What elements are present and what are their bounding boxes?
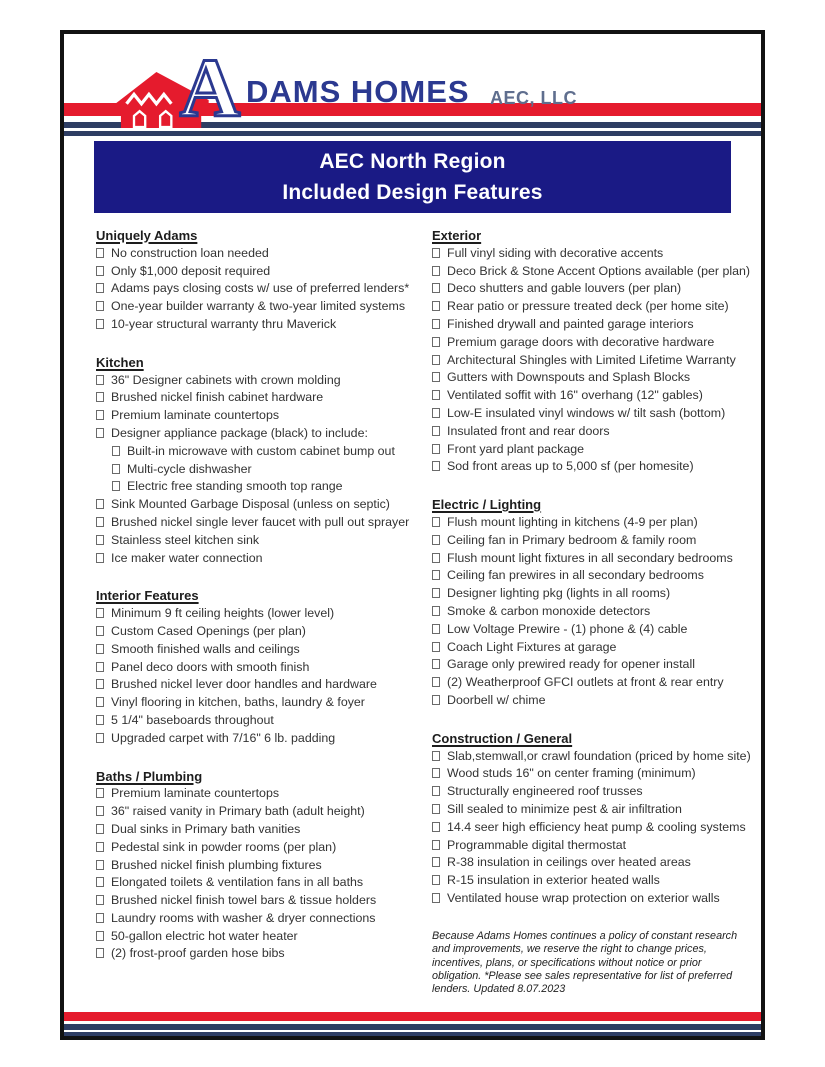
checkbox-icon bbox=[96, 248, 104, 258]
checkbox-icon bbox=[96, 860, 104, 870]
feature-item-label: 50-gallon electric hot water heater bbox=[111, 928, 298, 943]
feature-item-label: Minimum 9 ft ceiling heights (lower level) bbox=[111, 606, 335, 621]
column-right-sections bbox=[432, 227, 757, 908]
brand-name: DAMS HOMES bbox=[246, 74, 470, 109]
banner-line-2: Included Design Features bbox=[282, 181, 543, 204]
feature-item-label: Gutters with Downspouts and Splash Blocks bbox=[447, 370, 691, 385]
footer-stripe-red bbox=[64, 1012, 761, 1021]
feature-item bbox=[432, 765, 757, 783]
checkbox-icon bbox=[96, 428, 104, 438]
feature-item-label: Deco Brick & Stone Accent Options available (per plan) bbox=[447, 263, 751, 278]
feature-item bbox=[432, 837, 757, 855]
checkbox-icon bbox=[96, 824, 104, 834]
checkbox-icon bbox=[96, 517, 104, 527]
feature-item bbox=[96, 874, 432, 892]
feature-item-label: Brushed nickel finish cabinet hardware bbox=[111, 390, 324, 405]
feature-item-label: (2) Weatherproof GFCI outlets at front & rear entry bbox=[447, 675, 724, 690]
feature-item-label: Brushed nickel finish plumbing fixtures bbox=[111, 857, 322, 872]
feature-item-label: Sod front areas up to 5,000 sf (per homesite) bbox=[447, 459, 694, 474]
feature-item-label: Ice maker water connection bbox=[111, 550, 263, 565]
column-left bbox=[96, 227, 432, 997]
section-title: Uniquely Adams bbox=[96, 228, 198, 243]
checkbox-icon bbox=[432, 266, 440, 276]
checkbox-icon bbox=[432, 355, 440, 365]
checkbox-icon bbox=[432, 372, 440, 382]
checkbox-icon bbox=[96, 535, 104, 545]
feature-item-label: Architectural Shingles with Limited Lifetime Warranty bbox=[447, 352, 736, 367]
feature-item-label: Rear patio or pressure treated deck (per home site) bbox=[447, 299, 729, 314]
checkbox-icon bbox=[96, 806, 104, 816]
feature-item bbox=[96, 478, 432, 496]
feature-section bbox=[96, 227, 432, 334]
feature-item bbox=[96, 857, 432, 875]
checkbox-icon bbox=[432, 517, 440, 527]
checkbox-icon bbox=[112, 464, 120, 474]
feature-item bbox=[96, 245, 432, 263]
checkbox-icon bbox=[96, 553, 104, 563]
feature-item bbox=[432, 783, 757, 801]
feature-item-label: 36" Designer cabinets with crown molding bbox=[111, 372, 341, 387]
checkbox-icon bbox=[96, 644, 104, 654]
checkbox-icon bbox=[96, 679, 104, 689]
checkbox-icon bbox=[96, 715, 104, 725]
header bbox=[64, 34, 761, 136]
feature-item bbox=[96, 694, 432, 712]
feature-item bbox=[432, 280, 757, 298]
feature-section bbox=[432, 730, 757, 908]
feature-item bbox=[432, 532, 757, 550]
feature-item bbox=[96, 443, 432, 461]
checkbox-icon bbox=[96, 266, 104, 276]
feature-item bbox=[96, 605, 432, 623]
checkbox-icon bbox=[96, 877, 104, 887]
feature-item bbox=[432, 567, 757, 585]
feature-item-label: Stainless steel kitchen sink bbox=[111, 532, 260, 547]
feature-item bbox=[96, 496, 432, 514]
brand-letter-a bbox=[172, 54, 248, 122]
feature-item bbox=[432, 514, 757, 532]
feature-item-label: Ventilated soffit with 16" overhang (12" gables) bbox=[447, 388, 703, 403]
checkbox-icon bbox=[432, 786, 440, 796]
feature-item-label: Insulated front and rear doors bbox=[447, 423, 610, 438]
feature-item bbox=[432, 387, 757, 405]
checkbox-icon bbox=[96, 913, 104, 923]
feature-item-label: Ceiling fan prewires in all secondary bedrooms bbox=[447, 568, 704, 583]
feature-item-label: Slab,stemwall,or crawl foundation (priced by home site) bbox=[447, 748, 751, 763]
feature-item bbox=[432, 550, 757, 568]
checkbox-icon bbox=[96, 608, 104, 618]
feature-item-label: No construction loan needed bbox=[111, 245, 269, 260]
checkbox-icon bbox=[96, 410, 104, 420]
feature-item bbox=[432, 263, 757, 281]
feature-item-label: Electric free standing smooth top range bbox=[127, 479, 343, 494]
checkbox-icon bbox=[96, 931, 104, 941]
feature-item bbox=[96, 803, 432, 821]
checkbox-icon bbox=[432, 804, 440, 814]
feature-item bbox=[96, 910, 432, 928]
checkbox-icon bbox=[96, 733, 104, 743]
checkbox-icon bbox=[432, 642, 440, 652]
feature-item-label: Sink Mounted Garbage Disposal (unless on septic) bbox=[111, 497, 390, 512]
checkbox-icon bbox=[96, 375, 104, 385]
feature-item bbox=[432, 423, 757, 441]
checkbox-icon bbox=[432, 751, 440, 761]
feature-item-label: Programmable digital thermostat bbox=[447, 837, 627, 852]
feature-item bbox=[432, 369, 757, 387]
feature-item bbox=[432, 639, 757, 657]
feature-item bbox=[96, 730, 432, 748]
feature-section bbox=[96, 768, 432, 964]
feature-item-label: Brushed nickel lever door handles and hardware bbox=[111, 677, 377, 692]
feature-item-label: Pedestal sink in powder rooms (per plan) bbox=[111, 839, 337, 854]
checkbox-icon bbox=[96, 392, 104, 402]
feature-item bbox=[96, 389, 432, 407]
feature-item bbox=[96, 514, 432, 532]
feature-item-label: Flush mount light fixtures in all secondary bedrooms bbox=[447, 550, 733, 565]
feature-item-label: Premium laminate countertops bbox=[111, 408, 280, 423]
feature-item bbox=[96, 945, 432, 963]
feature-item bbox=[432, 316, 757, 334]
feature-item bbox=[432, 656, 757, 674]
feature-item bbox=[96, 298, 432, 316]
feature-item-label: Ceiling fan in Primary bedroom & family room bbox=[447, 532, 697, 547]
feature-item-label: Designer appliance package (black) to include: bbox=[111, 425, 368, 440]
checkbox-icon bbox=[432, 768, 440, 778]
feature-item-label: Brushed nickel finish towel bars & tissue holders bbox=[111, 893, 377, 908]
feature-item bbox=[432, 692, 757, 710]
feature-item-label: Wood studs 16" on center framing (minimum) bbox=[447, 766, 696, 781]
feature-item bbox=[96, 839, 432, 857]
section-title: Baths / Plumbing bbox=[96, 768, 203, 784]
feature-item-label: Finished drywall and painted garage interiors bbox=[447, 316, 694, 331]
checkbox-icon bbox=[96, 697, 104, 707]
feature-item-label: Designer lighting pkg (lights in all rooms) bbox=[447, 586, 671, 601]
feature-item bbox=[432, 334, 757, 352]
footer-stripe-blue-2 bbox=[64, 1032, 761, 1036]
feature-item bbox=[432, 748, 757, 766]
feature-section bbox=[96, 587, 432, 747]
feature-item bbox=[96, 280, 432, 298]
content-columns bbox=[64, 213, 761, 997]
banner-line-1: AEC North Region bbox=[319, 150, 506, 173]
feature-item bbox=[96, 659, 432, 677]
feature-item bbox=[96, 263, 432, 281]
feature-item bbox=[432, 872, 757, 890]
checkbox-icon bbox=[432, 535, 440, 545]
checkbox-icon bbox=[432, 301, 440, 311]
checkbox-icon bbox=[432, 390, 440, 400]
feature-item bbox=[96, 641, 432, 659]
checkbox-icon bbox=[432, 822, 440, 832]
feature-item-label: R-15 insulation in exterior heated walls bbox=[447, 873, 660, 888]
feature-item-label: 10-year structural warranty thru Maverick bbox=[111, 316, 337, 331]
feature-item bbox=[432, 890, 757, 908]
feature-item-label: Laundry rooms with washer & dryer connections bbox=[111, 910, 376, 925]
checkbox-icon bbox=[432, 248, 440, 258]
feature-item-label: Custom Cased Openings (per plan) bbox=[111, 623, 306, 638]
feature-item bbox=[96, 532, 432, 550]
feature-item bbox=[96, 676, 432, 694]
feature-item bbox=[96, 372, 432, 390]
checkbox-icon bbox=[432, 337, 440, 347]
checkbox-icon bbox=[96, 788, 104, 798]
checkbox-icon bbox=[432, 444, 440, 454]
checkbox-icon bbox=[432, 624, 440, 634]
feature-item-label: Ventilated house wrap protection on exterior walls bbox=[447, 890, 720, 905]
section-title: Kitchen bbox=[96, 354, 144, 370]
section-title: Construction / General bbox=[432, 730, 573, 746]
feature-item-label: Deco shutters and gable louvers (per plan) bbox=[447, 281, 682, 296]
checkbox-icon bbox=[112, 481, 120, 491]
document-page bbox=[60, 30, 765, 1040]
checkbox-icon bbox=[432, 588, 440, 598]
feature-item bbox=[432, 298, 757, 316]
checkbox-icon bbox=[96, 319, 104, 329]
feature-item-label: Multi-cycle dishwasher bbox=[127, 461, 252, 476]
feature-item bbox=[432, 819, 757, 837]
feature-item-label: Doorbell w/ chime bbox=[447, 692, 546, 707]
checkbox-icon bbox=[432, 857, 440, 867]
feature-item bbox=[432, 674, 757, 692]
feature-section bbox=[432, 227, 757, 476]
feature-item-label: Built-in microwave with custom cabinet bump out bbox=[127, 443, 395, 458]
feature-item-label: Dual sinks in Primary bath vanities bbox=[111, 821, 301, 836]
checkbox-icon bbox=[96, 283, 104, 293]
feature-item-label: Brushed nickel single lever faucet with pull out sprayer bbox=[111, 514, 410, 529]
feature-item bbox=[96, 785, 432, 803]
checkbox-icon bbox=[432, 893, 440, 903]
section-title: Exterior bbox=[432, 228, 482, 243]
feature-item bbox=[96, 461, 432, 479]
feature-item-label: Sill sealed to minimize pest & air infiltration bbox=[447, 801, 682, 816]
feature-item-label: Elongated toilets & ventilation fans in all baths bbox=[111, 875, 364, 890]
feature-item bbox=[432, 245, 757, 263]
feature-item-label: Smoke & carbon monoxide detectors bbox=[447, 603, 651, 618]
feature-item-label: R-38 insulation in ceilings over heated areas bbox=[447, 855, 691, 870]
feature-section bbox=[432, 496, 757, 710]
feature-item bbox=[432, 441, 757, 459]
feature-item-label: Front yard plant package bbox=[447, 441, 585, 456]
feature-item-label: Premium laminate countertops bbox=[111, 786, 280, 801]
header-stripe-blue-2 bbox=[64, 131, 761, 136]
feature-item-label: 14.4 seer high efficiency heat pump & cooling systems bbox=[447, 819, 746, 834]
feature-item bbox=[432, 603, 757, 621]
feature-item bbox=[96, 550, 432, 568]
feature-item-label: Structurally engineered roof trusses bbox=[447, 784, 643, 799]
feature-item bbox=[96, 316, 432, 334]
feature-item-label: Upgraded carpet with 7/16" 6 lb. padding bbox=[111, 730, 336, 745]
feature-item-label: Smooth finished walls and ceilings bbox=[111, 641, 300, 656]
feature-item-label: Vinyl flooring in kitchen, baths, laundry & foyer bbox=[111, 695, 365, 710]
feature-item bbox=[432, 621, 757, 639]
brand-suffix: AEC, LLC bbox=[490, 88, 577, 108]
checkbox-icon bbox=[432, 283, 440, 293]
checkbox-icon bbox=[432, 408, 440, 418]
feature-item bbox=[432, 585, 757, 603]
checkbox-icon bbox=[432, 875, 440, 885]
checkbox-icon bbox=[432, 570, 440, 580]
checkbox-icon bbox=[432, 461, 440, 471]
checkbox-icon bbox=[432, 606, 440, 616]
checkbox-icon bbox=[432, 553, 440, 563]
feature-item bbox=[432, 352, 757, 370]
feature-item-label: 36" raised vanity in Primary bath (adult height) bbox=[111, 804, 365, 819]
feature-item bbox=[432, 405, 757, 423]
checkbox-icon bbox=[96, 626, 104, 636]
disclaimer-text: Because Adams Homes continues a policy of constant research and improvements, we reserve the right to change prices, incentives, plans, or specifications without notice or prior obligation. *Please see sales representative for list of preferred lenders. Updated 8.07.2023 bbox=[432, 929, 738, 996]
checkbox-icon bbox=[432, 659, 440, 669]
title-banner bbox=[94, 141, 731, 213]
section-title: Electric / Lighting bbox=[432, 497, 542, 513]
feature-item-label: Full vinyl siding with decorative accents bbox=[447, 245, 664, 260]
feature-item-label: One-year builder warranty & two-year limited systems bbox=[111, 299, 406, 314]
feature-item-label: Premium garage doors with decorative hardware bbox=[447, 334, 715, 349]
brand-letter-a-glyph: A bbox=[179, 54, 241, 122]
checkbox-icon bbox=[96, 301, 104, 311]
feature-item bbox=[432, 854, 757, 872]
feature-item bbox=[96, 407, 432, 425]
section-title: Interior Features bbox=[96, 588, 199, 604]
feature-item-label: Only $1,000 deposit required bbox=[111, 263, 271, 278]
checkbox-icon bbox=[96, 842, 104, 852]
feature-item bbox=[96, 821, 432, 839]
checkbox-icon bbox=[432, 426, 440, 436]
checkbox-icon bbox=[432, 695, 440, 705]
feature-item-label: Panel deco doors with smooth finish bbox=[111, 659, 310, 674]
feature-item bbox=[432, 801, 757, 819]
feature-item bbox=[96, 892, 432, 910]
feature-item-label: Coach Light Fixtures at garage bbox=[447, 639, 617, 654]
feature-item bbox=[96, 712, 432, 730]
column-right bbox=[432, 227, 761, 997]
feature-item-label: Low-E insulated vinyl windows w/ tilt sash (bottom) bbox=[447, 405, 726, 420]
checkbox-icon bbox=[112, 446, 120, 456]
feature-item-label: Adams pays closing costs w/ use of preferred lenders* bbox=[111, 281, 410, 296]
feature-item-label: (2) frost-proof garden hose bibs bbox=[111, 946, 285, 961]
checkbox-icon bbox=[432, 677, 440, 687]
checkbox-icon bbox=[432, 840, 440, 850]
checkbox-icon bbox=[96, 948, 104, 958]
checkbox-icon bbox=[96, 499, 104, 509]
checkbox-icon bbox=[432, 319, 440, 329]
checkbox-icon bbox=[96, 662, 104, 672]
feature-item bbox=[96, 623, 432, 641]
feature-section bbox=[96, 354, 432, 568]
feature-item bbox=[432, 458, 757, 476]
feature-item bbox=[96, 928, 432, 946]
feature-item bbox=[96, 425, 432, 443]
feature-item-label: Flush mount lighting in kitchens (4-9 per plan) bbox=[447, 514, 698, 529]
feature-item-label: Low Voltage Prewire - (1) phone & (4) cable bbox=[447, 621, 688, 636]
checkbox-icon bbox=[96, 895, 104, 905]
feature-item-label: Garage only prewired ready for opener install bbox=[447, 657, 695, 672]
feature-item-label: 5 1/4" baseboards throughout bbox=[111, 712, 274, 727]
footer-stripe-blue-1 bbox=[64, 1024, 761, 1030]
